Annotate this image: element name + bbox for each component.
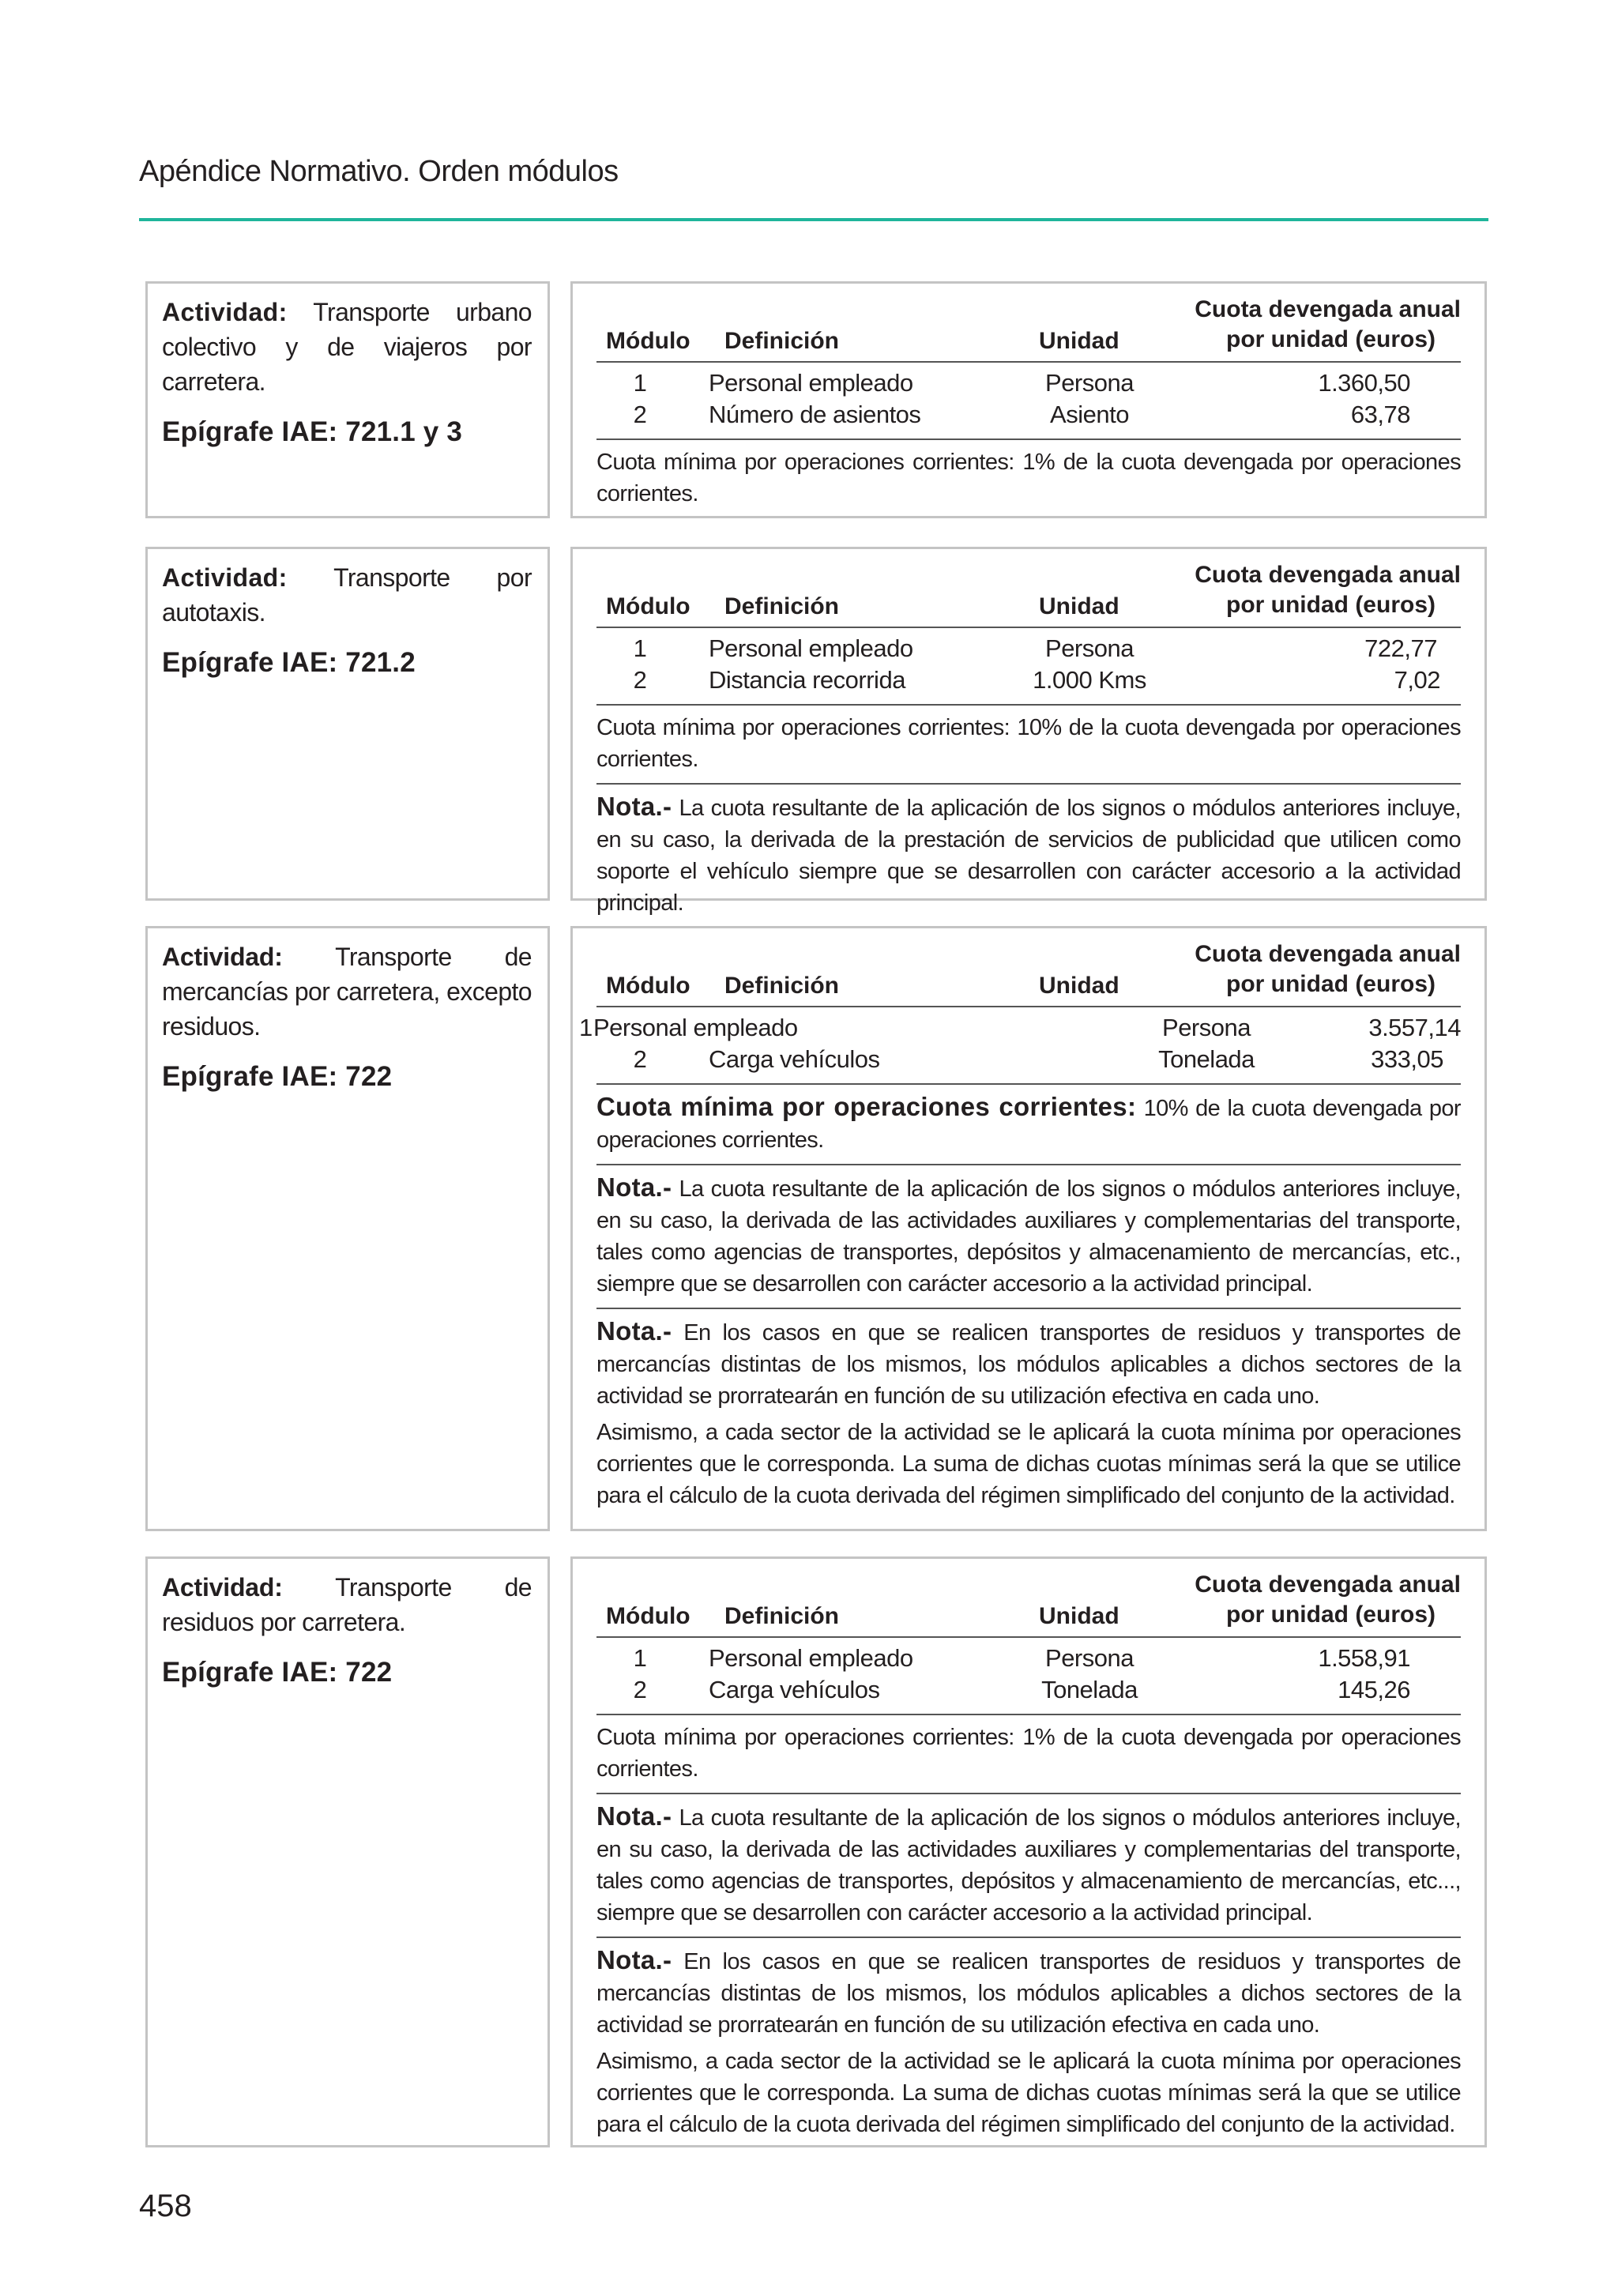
col-cuota-line2: por unidad (euros): [1226, 971, 1436, 997]
col-definicion: Definición: [724, 973, 840, 999]
nota-label: Nota.-: [596, 792, 672, 821]
table-body: [596, 363, 1461, 440]
row-modulo: 2: [633, 1676, 647, 1703]
col-cuota: [1192, 1570, 1461, 1630]
epigrafe-label: Epígrafe IAE: 721.1 y 3: [162, 416, 463, 447]
activity-label: Actividad:: [162, 563, 288, 592]
row-definicion: Personal empleado: [709, 634, 913, 662]
cuota-minima-text: : 10% de la cuota devengada por operaciones corrientes.: [596, 715, 1461, 772]
row-cuota: 63,78: [1350, 401, 1410, 428]
nota-text: La cuota resultante de la aplicación de los signos o módulos anteriores incluye, en su caso, la derivada de la prestación de servicios de publicidad que utilicen como soporte el vehículo siempre que se desarrollen con carácter accesorio a la actividad principal.: [596, 796, 1461, 916]
table-row: [596, 1676, 1461, 1707]
activity-description: [162, 295, 532, 399]
activity-label: Actividad:: [162, 298, 288, 326]
row-modulo: 1: [633, 1644, 647, 1672]
row-modulo: 1: [633, 634, 647, 662]
col-cuota: [1192, 939, 1461, 999]
row-unidad: 1.000 Kms: [1033, 666, 1146, 694]
cuota-minima-text: : 1% de la cuota devengada por operaciones corrientes.: [596, 1725, 1462, 1782]
table-body: [596, 628, 1461, 706]
row-unidad: Asiento: [1050, 401, 1129, 428]
col-unidad: Unidad: [1039, 973, 1119, 999]
cuota-minima-paragraph: [596, 706, 1461, 785]
nota-2-text: En los casos en que se realicen transportes de residuos y transportes de mercancías distintas de los mismos, los módulos aplicables a dichos sectores de la actividad se prorratearán en función de su utilización efectiva en cada uno.: [596, 1949, 1461, 2038]
activity-description: [162, 560, 532, 630]
epigrafe-label: Epígrafe IAE: 721.2: [162, 647, 416, 678]
col-definicion: Definición: [724, 593, 840, 619]
row-modulo: 2: [633, 666, 647, 694]
modules-box-2: [570, 547, 1487, 916]
activity-text: Transporte de mercancías por carretera, excepto residuos.: [162, 943, 532, 1041]
table-header: [596, 1559, 1461, 1638]
col-definicion: Definición: [724, 328, 840, 354]
cuota-minima-paragraph: [596, 440, 1461, 518]
row-definicion: Personal empleado: [593, 1014, 798, 1041]
asimismo-paragraph: Asimismo, a cada sector de la actividad se le aplicará la cuota mínima por operaciones corrientes que le corresponda. La suma de dichas cuotas mínimas será la que se utilice para el cálculo de la cuota derivada del régimen simplificado del conjunto de la actividad.: [596, 1420, 1461, 1508]
row-modulo: 1: [633, 369, 647, 397]
nota-2-paragraph: [596, 1938, 1461, 2042]
activity-description: [162, 1570, 532, 1639]
nota-label: Nota.-: [596, 1172, 672, 1202]
table-row: [596, 1045, 1461, 1077]
col-cuota-line2: por unidad (euros): [1226, 592, 1436, 618]
epigrafe-label: Epígrafe IAE: 722: [162, 1061, 393, 1092]
table-row: [596, 369, 1461, 401]
row-definicion: Número de asientos: [709, 401, 921, 428]
asimismo-paragraph: Asimismo, a cada sector de la actividad se le aplicará la cuota mínima por operaciones corrientes que le corresponda. La suma de dichas cuotas mínimas será la que se utilice para el cálculo de la cuota derivada del régimen simplificado del conjunto de la actividad.: [596, 2049, 1461, 2137]
col-cuota-line1: Cuota devengada anual: [1195, 562, 1461, 588]
activity-box-4: [145, 1556, 550, 2147]
cuota-minima-label: Cuota mínima por operaciones corrientes:: [596, 1092, 1137, 1121]
row-cuota: 145,26: [1338, 1676, 1410, 1703]
page-number: 458: [139, 2189, 192, 2223]
row-definicion: Personal empleado: [709, 1644, 913, 1672]
nota-label: Nota.-: [596, 1801, 672, 1831]
col-unidad: Unidad: [1039, 593, 1119, 619]
cuota-minima-text: 10% de la cuota devengada por operaciones corrientes.: [596, 1096, 1461, 1153]
col-cuota-line2: por unidad (euros): [1226, 326, 1436, 352]
row-cuota: 1.558,91: [1318, 1644, 1410, 1672]
cuota-minima-label: Cuota mínima por operaciones corrientes: [596, 1725, 1009, 1750]
nota-2-label: Nota.-: [596, 1945, 672, 1974]
activity-text: Transporte de residuos por carretera.: [162, 1573, 532, 1636]
activity-label: Actividad:: [162, 943, 283, 971]
row-unidad: Persona: [1045, 369, 1134, 397]
col-cuota-line1: Cuota devengada anual: [1195, 296, 1461, 322]
cuota-minima-paragraph: [596, 1715, 1461, 1794]
nota-text: La cuota resultante de la aplicación de los signos o módulos anteriores incluye, en su caso, la derivada de las actividades auxiliares y complementarias del transporte, tales como agencias de transportes, depósitos y almacenamiento de mercancías, etc., siempre que se desarrollen con carácter accesorio a la actividad principal.: [596, 1176, 1461, 1297]
modules-box-1: [570, 281, 1487, 518]
modules-box-4: [570, 1556, 1487, 2147]
col-modulo: Módulo: [606, 593, 690, 619]
col-unidad: Unidad: [1039, 1603, 1119, 1629]
col-unidad: Unidad: [1039, 328, 1119, 354]
page-header-title: Apéndice Normativo. Orden módulos: [139, 155, 619, 188]
table-body: [579, 1007, 1461, 1085]
nota-paragraph: [596, 1165, 1461, 1309]
nota-2-paragraph: [596, 1309, 1461, 1413]
activity-box-3: [145, 926, 550, 1531]
table-row: [596, 634, 1461, 666]
table-body: [596, 1638, 1461, 1715]
table-header: [596, 928, 1461, 1007]
activity-label: Actividad:: [162, 1573, 283, 1602]
nota-paragraph: [596, 1794, 1461, 1938]
row-unidad: Persona: [1045, 634, 1134, 662]
row-unidad: Tonelada: [1158, 1045, 1255, 1073]
nota-paragraph: [596, 785, 1461, 927]
row-definicion: Carga vehículos: [709, 1676, 880, 1703]
modules-box-3: [570, 926, 1487, 1531]
epigrafe-label: Epígrafe IAE: 722: [162, 1657, 393, 1688]
table-header: [596, 284, 1461, 363]
row-modulo: 1: [579, 1014, 593, 1041]
header-divider: [139, 218, 1488, 221]
row-unidad: Persona: [1045, 1644, 1134, 1672]
col-modulo: Módulo: [606, 1603, 690, 1629]
col-cuota: [1192, 295, 1461, 355]
table-row: [579, 1014, 1461, 1045]
col-cuota-line1: Cuota devengada anual: [1195, 1571, 1461, 1598]
activity-text: Transporte urbano colectivo y de viajeros por carretera.: [162, 298, 532, 396]
row-unidad: Persona: [1162, 1014, 1251, 1041]
activity-box-2: [145, 547, 550, 901]
row-cuota: 722,77: [1364, 634, 1437, 662]
nota-text: La cuota resultante de la aplicación de los signos o módulos anteriores incluye, en su caso, la derivada de las actividades auxiliares y complementarias del transporte, tales como agencias de transportes, depósitos y almacenamiento de mercancías, etc..., siempre que se desarrollen con carácter accesorio a la actividad principal.: [596, 1805, 1461, 1925]
row-modulo: 2: [633, 1045, 647, 1073]
activity-box-1: [145, 281, 550, 518]
cuota-minima-label: Cuota mínima por operaciones corrientes: [596, 450, 1009, 475]
activity-text: Transporte por autotaxis.: [162, 563, 532, 627]
cuota-minima-label: Cuota mínima por operaciones corrientes: [596, 715, 1004, 740]
nota-2-text: En los casos en que se realicen transportes de residuos y transportes de mercancías distintas de los mismos, los módulos aplicables a dichos sectores de la actividad se prorratearán en función de su utilización efectiva en cada uno.: [596, 1320, 1461, 1409]
table-row: [596, 1644, 1461, 1676]
row-definicion: Personal empleado: [709, 369, 913, 397]
cuota-minima-paragraph: [596, 1085, 1461, 1165]
cuota-minima-text: : 1% de la cuota devengada por operaciones corrientes.: [596, 450, 1462, 506]
row-cuota: 3.557,14: [1368, 1014, 1461, 1041]
nota-2-label: Nota.-: [596, 1316, 672, 1346]
col-cuota: [1192, 560, 1461, 620]
row-cuota: 7,02: [1394, 666, 1440, 694]
row-cuota: 333,05: [1371, 1045, 1443, 1073]
activity-description: [162, 939, 532, 1044]
row-modulo: 2: [633, 401, 647, 428]
table-row: [596, 666, 1461, 698]
col-modulo: Módulo: [606, 973, 690, 999]
col-definicion: Definición: [724, 1603, 840, 1629]
col-cuota-line1: Cuota devengada anual: [1195, 941, 1461, 967]
col-modulo: Módulo: [606, 328, 690, 354]
row-unidad: Tonelada: [1041, 1676, 1138, 1703]
table-header: [596, 549, 1461, 628]
row-definicion: Distancia recorrida: [709, 666, 905, 694]
col-cuota-line2: por unidad (euros): [1226, 1602, 1436, 1628]
row-definicion: Carga vehículos: [709, 1045, 880, 1073]
row-cuota: 1.360,50: [1318, 369, 1410, 397]
table-row: [596, 401, 1461, 432]
